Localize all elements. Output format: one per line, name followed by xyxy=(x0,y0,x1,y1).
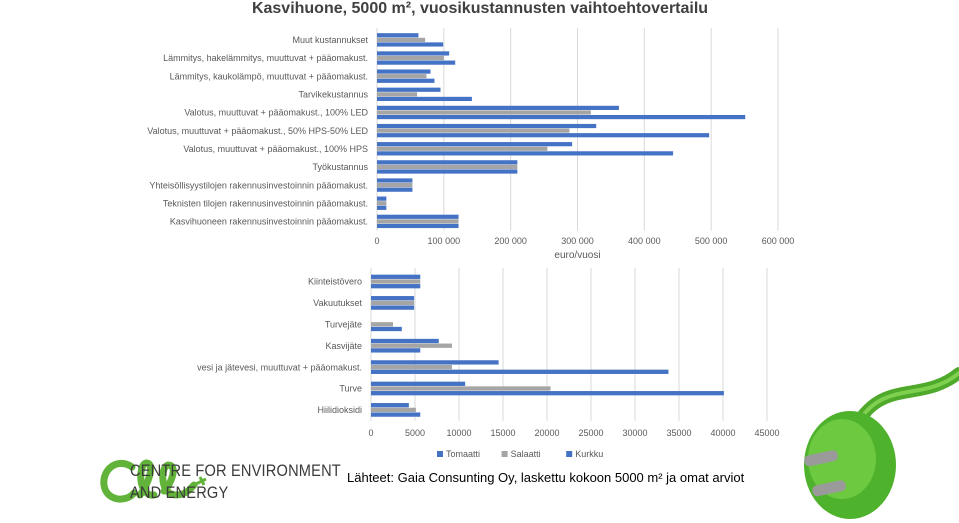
bar-salaatti xyxy=(371,408,416,412)
x-tick-label: 30000 xyxy=(622,428,648,438)
bar-kurkku xyxy=(371,305,414,309)
x-tick-label: 35000 xyxy=(666,428,692,438)
category-label: Vakuutukset xyxy=(313,298,362,309)
bar-salaatti xyxy=(371,344,452,348)
bar-tomaatti xyxy=(371,296,414,300)
category-label: Valotus, muuttuvat + pääomakust., 100% HPS xyxy=(183,143,368,154)
bar-kurkku xyxy=(371,412,420,416)
bar-kurkku xyxy=(371,327,402,331)
category-label: Kasvijäte xyxy=(325,340,362,351)
x-tick-label: 300 000 xyxy=(561,236,594,246)
bar-tomaatti xyxy=(371,339,439,343)
logo-text-line1: CENTRE FOR ENVIRONMENT xyxy=(130,461,341,480)
category-label: Tarvikekustannus xyxy=(298,89,368,100)
x-tick-label: 15000 xyxy=(490,428,516,438)
bar-salaatti xyxy=(371,301,414,305)
bar-tomaatti xyxy=(371,360,499,364)
category-label: Valotus, muuttuvat + pääomakust., 50% HPS-50% LED xyxy=(147,125,368,136)
category-label: Hiilidioksidi xyxy=(317,405,362,416)
bar-salaatti xyxy=(371,386,551,390)
source-note: Lähteet: Gaia Consunting Oy, laskettu kokoon 5000 m² ja omat arviot xyxy=(347,470,745,485)
category-label: Teknisten tilojen rakennusinvestoinnin pääomakust. xyxy=(162,198,368,209)
category-label: Lämmitys, hakelämmitys, muuttuvat + pääomakust. xyxy=(163,53,368,64)
x-tick-label: 100 000 xyxy=(427,236,461,246)
category-label: Kasvihuoneen rakennusinvestoinnin pääomakust. xyxy=(169,216,368,227)
plug-icon xyxy=(790,355,959,523)
category-label: vesi ja jätevesi, muuttuvat + pääomakust. xyxy=(197,362,362,373)
legend-swatch xyxy=(502,451,508,457)
chart-title: Kasvihuone, 5000 m², vuosikustannusten vaihtoehtovertailu xyxy=(251,0,709,17)
x-axis-label: euro/vuosi xyxy=(554,250,601,261)
category-label: Turve xyxy=(339,383,362,394)
bar-tomaatti xyxy=(371,275,420,279)
category-label: Turvejäte xyxy=(324,319,362,330)
x-tick-label: 40000 xyxy=(710,428,736,438)
logo-text xyxy=(130,460,375,504)
legend-swatch xyxy=(566,451,572,457)
bar-salaatti xyxy=(371,365,452,369)
x-tick-label: 45000 xyxy=(754,428,780,438)
x-tick-label: 600 000 xyxy=(761,236,795,246)
bar-kurkku xyxy=(371,370,668,374)
bar-tomaatti xyxy=(371,403,409,407)
bar-tomaatti xyxy=(371,382,465,386)
x-tick-label: 25000 xyxy=(578,428,604,438)
legend-label: Tomaatti xyxy=(446,449,481,459)
x-tick-label: 500 000 xyxy=(694,236,728,246)
bar-salaatti xyxy=(371,322,393,326)
logo-text-line2: AND ENERGY xyxy=(130,483,229,502)
bar-kurkku xyxy=(371,284,420,288)
category-label: Työkustannus xyxy=(312,162,368,173)
bar-kurkku xyxy=(371,348,420,352)
x-tick-label: 5000 xyxy=(404,428,426,438)
category-label: Muut kustannukset xyxy=(292,35,368,46)
legend-label: Salaatti xyxy=(510,449,541,459)
x-tick-label: 10000 xyxy=(446,428,472,438)
legend-label: Kurkku xyxy=(575,449,604,459)
legend-swatch xyxy=(437,451,443,457)
category-label: Lämmitys, kaukolämpö, muuttuvat + pääomakust. xyxy=(169,71,368,82)
x-tick-label: 20000 xyxy=(534,428,560,438)
x-tick-label: 0 xyxy=(374,236,380,246)
bar-salaatti xyxy=(371,279,420,283)
x-tick-label: 200 000 xyxy=(494,236,527,246)
bar-kurkku xyxy=(371,391,724,395)
category-label: Yhteisöllisyystilojen rakennusinvestoinnin pääomakust. xyxy=(149,180,368,191)
x-tick-label: 400 000 xyxy=(628,236,661,246)
x-tick-label: 0 xyxy=(368,428,374,438)
category-label: Kiinteistövero xyxy=(307,276,362,287)
category-label: Valotus, muuttuvat + pääomakust., 100% LED xyxy=(184,107,368,118)
